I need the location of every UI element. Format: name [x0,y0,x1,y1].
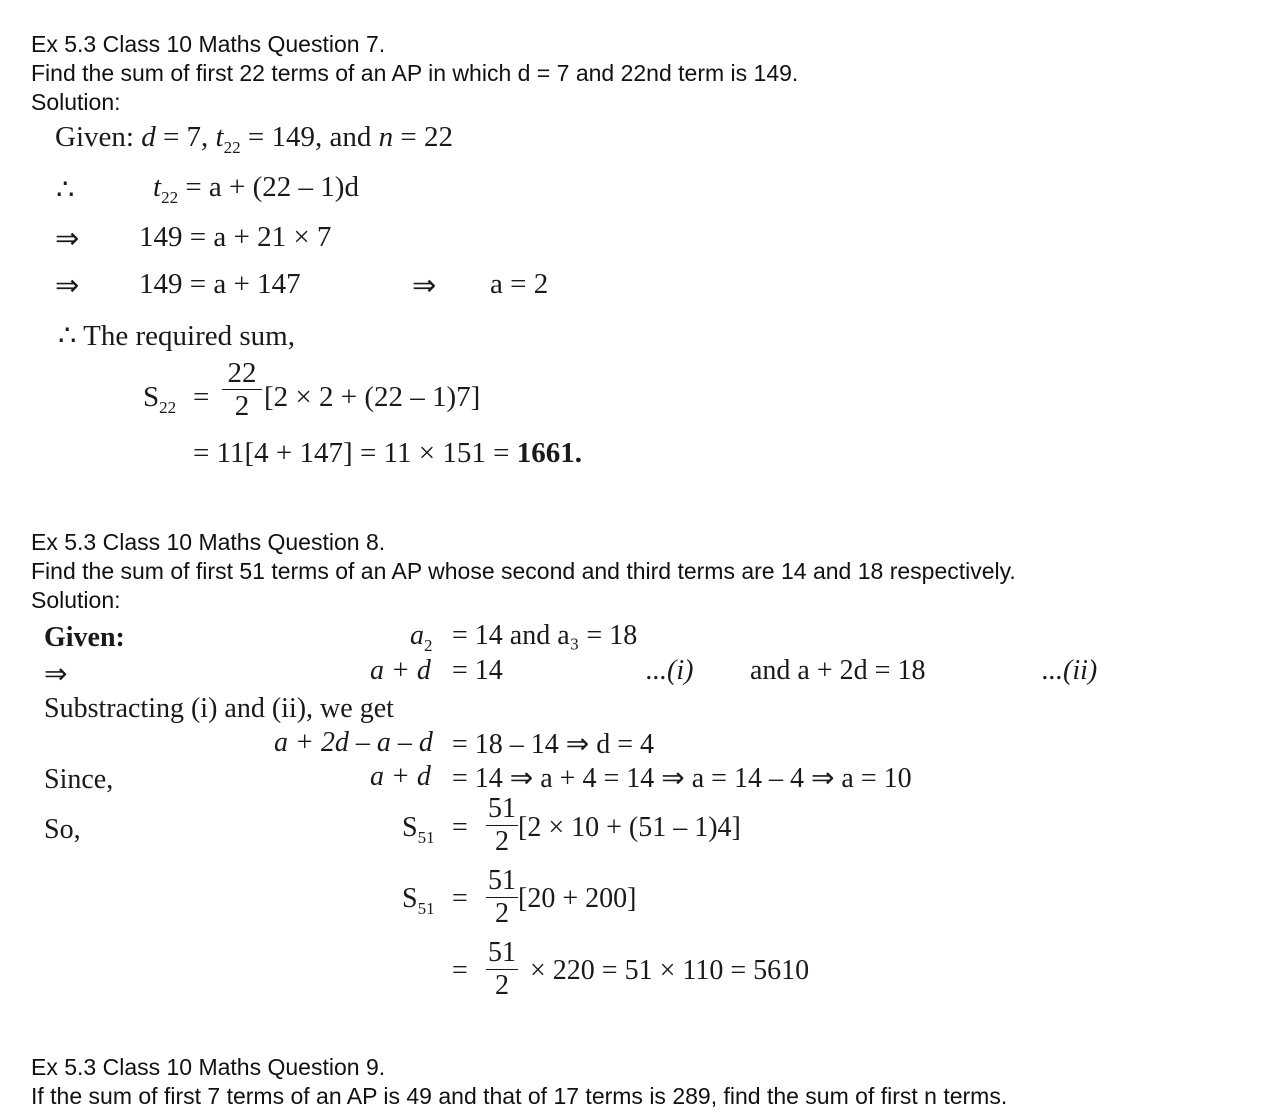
q8-given-a2: $a_2$ [410,620,433,655]
q9-question: If the sum of first 7 terms of an AP is 49 and that of 17 terms is 289, find the sum of first n terms. [31,1083,1008,1109]
q9-heading: Ex 5.3 Class 10 Maths Question 9. [31,1054,386,1080]
q7-implies-3: ⇒ [412,270,437,302]
q7-implies-2: ⇒ [55,270,80,302]
q7-fraction-num: 22 [227,357,257,389]
q7-final-line [193,437,582,470]
q7-line3: 149 = a + 147 [139,268,301,300]
q7-s22-label: $S_{22}$ [143,381,177,417]
q8-s51-b: $S_{51}$ [402,883,435,918]
q7-final-value: 1661. [516,437,582,469]
q7-solution-label: Solution: [31,89,121,115]
q7-final-expr: = 11[4 + 147] = 11 × 151 = [193,437,517,469]
q7-fraction [222,359,262,420]
q8-s51-a: $S_{51}$ [402,812,435,847]
q7-given-line: Given: d = 7, $t_{22} = 149$, and n = 22 [55,121,453,157]
q8-eq1-lhs: a + d [370,655,431,686]
q8-subtracting: Substracting (i) and (ii), we get [44,693,394,724]
q7-line1: $t_{22} = a + (22 - 1)d$ [153,171,359,207]
q8-eq1-rhs: = 14 [452,655,503,686]
q7-given-prefix: Given: [55,121,142,153]
q7-sum-expr: [2 × 2 + (22 – 1)7] [264,381,481,413]
q8-fraction-a: 51 2 [488,793,516,857]
q8-eq1-tag: ...(i) [646,655,694,686]
q7-given-rest: = 149, and [247,121,379,153]
q8-expr2: [20 + 200] [518,883,637,914]
q7-fraction-den: 2 [234,390,250,422]
q8-sub-rhs: = 18 – 14 ⇒ d = 4 [452,729,655,760]
q7-line2: 149 = a + 21 × 7 [139,221,332,253]
q7-given-n: n [378,121,394,153]
q8-expr3: × 220 = 51 × 110 = 5610 [530,955,810,986]
q7-given-n-val: = 22 [393,121,453,153]
q7-therefore-symbol: ∴ [56,174,75,206]
q8-fraction-c: 51 2 [488,937,516,1001]
q8-expr1: [2 × 10 + (51 – 1)4] [518,812,741,843]
q8-since-lhs: a + d [370,761,431,792]
q8-since-label: Since, [44,764,114,795]
q8-question: Find the sum of first 51 terms of an AP whose second and third terms are 14 and 18 respectively. [31,558,1016,584]
q8-solution-label: Solution: [31,587,121,613]
q8-given-label: Given: [44,622,125,653]
q8-equals-a: = [452,812,468,843]
q8-sub-lhs: a + 2d – a – d [274,727,433,758]
q8-eq2: and a + 2d = 18 [750,655,926,686]
q7-line1-rhs: = a + (22 – 1)d [185,171,359,203]
q8-equals-b: = [452,883,468,914]
q7-question: Find the sum of first 22 terms of an AP in which d = 7 and 22nd term is 149. [31,60,799,86]
q8-implies: ⇒ [44,659,68,690]
q7-heading: Ex 5.3 Class 10 Maths Question 7. [31,31,386,57]
q8-given-rhs: = 14 and a₃ = 18 [452,620,638,651]
q8-fraction-b: 51 2 [488,865,516,929]
q8-equals-c: = [452,955,468,986]
q8-heading: Ex 5.3 Class 10 Maths Question 8. [31,529,386,555]
q7-implies-1: ⇒ [55,223,80,255]
q8-since-rhs: = 14 ⇒ a + 4 = 14 ⇒ a = 14 – 4 ⇒ a = 10 [452,763,912,794]
q8-eq2-tag: ...(ii) [1042,655,1098,686]
q8-so-label: So, [44,814,81,845]
q7-required-sum: ∴ The required sum, [58,320,295,352]
q7-s22-equals: = [193,381,210,413]
q7-line3-result: a = 2 [490,268,549,300]
